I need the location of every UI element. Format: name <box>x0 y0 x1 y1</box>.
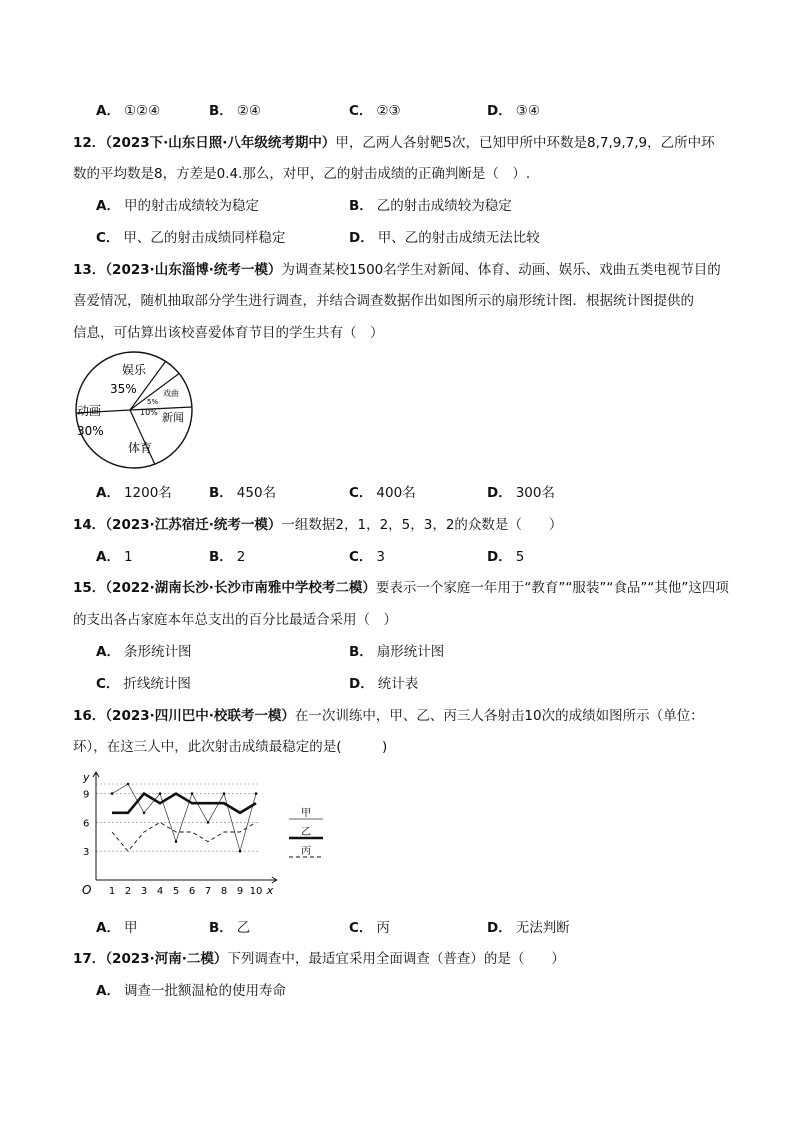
question-source: （2023下·山东日照·八年级统考期中） <box>105 135 336 151</box>
option-label: A． <box>96 920 120 936</box>
chart-legend <box>289 807 323 857</box>
x-tick-label: 7 <box>204 886 212 897</box>
series-jia-point <box>207 821 210 824</box>
option-label: C． <box>96 676 120 692</box>
q17-option-a[interactable] <box>96 982 286 1000</box>
question-number: 16． <box>73 708 106 724</box>
option-label: D． <box>487 485 512 501</box>
option-text: 无法判断 <box>515 920 570 936</box>
pie-label-xiqu: 戏曲 <box>163 389 179 398</box>
pie-pct-xiqu: 5% <box>147 398 159 406</box>
legend-yi-label: 乙 <box>301 827 311 838</box>
q15-option-c[interactable] <box>96 675 191 693</box>
q12-line1 <box>73 134 715 152</box>
x-tick-label: 2 <box>124 886 132 897</box>
option-text: 400名 <box>376 485 416 501</box>
y-tick-label: 3 <box>83 847 90 859</box>
option-text: 甲、乙的射击成绩同样稳定 <box>123 230 286 246</box>
q13-line2: 喜爱情况，随机抽取部分学生进行调查，并结合调查数据作出如图所示的扇形统计图．根据统计图提供的 <box>73 293 694 309</box>
option-label: C． <box>349 549 373 565</box>
question-text: 一组数据2，1，2，5，3，2的众数是（ ） <box>281 517 563 533</box>
q15-option-a[interactable] <box>96 643 191 661</box>
option-label: A． <box>96 644 120 660</box>
option-label: B． <box>349 198 373 214</box>
y-tick-label: 6 <box>83 818 90 830</box>
option-text: ①②④ <box>123 103 161 119</box>
x-tick-label: 1 <box>108 886 116 897</box>
option-text: 300名 <box>515 485 555 501</box>
option-text: 2 <box>236 549 246 565</box>
q12-option-d[interactable] <box>349 229 540 247</box>
pie-label-tiyu: 体育 <box>128 441 153 455</box>
series-yi-line <box>112 794 256 813</box>
q11-option-d[interactable] <box>487 102 540 120</box>
q13-option-a[interactable] <box>96 484 172 502</box>
series-jia-point <box>159 792 162 795</box>
option-text: 统计表 <box>377 676 419 692</box>
option-label: D． <box>349 230 374 246</box>
option-label: C． <box>349 920 373 936</box>
q16-option-a[interactable] <box>96 919 137 937</box>
q15-line1 <box>73 579 729 597</box>
option-label: B． <box>349 644 373 660</box>
legend-bing-label: 丙 <box>301 846 311 857</box>
option-label: C． <box>349 103 373 119</box>
series-jia-point <box>127 783 130 786</box>
question-number: 17． <box>73 951 106 967</box>
q14-line1 <box>73 516 562 534</box>
option-label: B． <box>209 485 233 501</box>
series-bing-line <box>112 822 256 851</box>
option-text: ③④ <box>515 103 540 119</box>
chart-axes <box>82 771 277 897</box>
q12-line2: 数的平均数是8，方差是0.4.那么，对甲，乙的射击成绩的正确判断是（ ）. <box>73 166 531 182</box>
q16-line1 <box>73 707 704 725</box>
pie-label-yule: 娱乐 <box>122 363 147 377</box>
option-label: B． <box>209 103 233 119</box>
option-text: 1 <box>123 549 133 565</box>
option-text: 5 <box>515 549 525 565</box>
q14-option-c[interactable] <box>349 548 385 566</box>
q12-option-c[interactable] <box>96 229 285 247</box>
question-source: （2023·山东淄博·统考一模） <box>105 262 282 278</box>
option-text: ②③ <box>376 103 401 119</box>
q11-option-b[interactable] <box>209 102 261 120</box>
option-text: 调查一批额温枪的使用寿命 <box>123 983 286 999</box>
pie-divider <box>130 410 155 464</box>
option-text: 1200名 <box>123 485 172 501</box>
q16-option-b[interactable] <box>209 919 250 937</box>
option-label: B． <box>209 920 233 936</box>
series-jia-point <box>143 812 146 815</box>
option-label: D． <box>349 676 374 692</box>
q13-line1 <box>73 261 721 279</box>
question-source: （2023·江苏宿迁·统考一模） <box>105 517 282 533</box>
q12-option-b[interactable] <box>349 197 512 215</box>
pie-label-donghua: 动画 <box>77 404 102 418</box>
y-tick-label: 9 <box>83 789 90 801</box>
q13-option-d[interactable] <box>487 484 555 502</box>
q15-option-d[interactable] <box>349 675 418 693</box>
option-text: 乙 <box>236 920 251 936</box>
option-label: D． <box>487 103 512 119</box>
option-text: 丙 <box>376 920 390 936</box>
option-text: 甲 <box>123 920 138 936</box>
question-number: 12． <box>73 135 106 151</box>
question-text: 下列调查中，最适宜采用全面调查（普查）的是（ ） <box>227 951 565 967</box>
x-axis-label: x <box>266 884 274 897</box>
pie-label-xinwen: 新闻 <box>162 411 184 424</box>
series-jia-point <box>239 850 242 853</box>
q17-line1 <box>73 950 565 968</box>
q14-option-a[interactable] <box>96 548 133 566</box>
option-text: 甲、乙的射击成绩无法比较 <box>377 230 540 246</box>
q13-option-c[interactable] <box>349 484 416 502</box>
option-label: A． <box>96 198 120 214</box>
x-tick-label: 6 <box>188 886 196 897</box>
q16-option-c[interactable] <box>349 919 390 937</box>
option-text: 乙的射击成绩较为稳定 <box>376 198 512 214</box>
option-label: D． <box>487 920 512 936</box>
option-text: ②④ <box>236 103 262 119</box>
option-label: A． <box>96 103 120 119</box>
pie-pct-yule: 35% <box>110 382 137 396</box>
q13-line3: 信息，可估算出该校喜爱体育节目的学生共有（ ） <box>73 325 384 341</box>
option-text: 折线统计图 <box>123 676 191 692</box>
question-text: 要表示一个家庭一年用于“教育”“服装”“食品”“其他”这四项 <box>375 580 729 596</box>
q16-line2: 环），在这三人中，此次射击成绩最稳定的是( ) <box>73 739 388 755</box>
q13-option-b[interactable] <box>209 484 276 502</box>
option-text: 3 <box>376 549 386 565</box>
q14-option-d[interactable] <box>487 548 524 566</box>
option-label: C． <box>96 230 120 246</box>
series-jia-point <box>111 792 114 795</box>
q15-line2: 的支出各占家庭本年总支出的百分比最适合采用（ ） <box>73 612 397 628</box>
origin-label: O <box>82 883 92 897</box>
option-text: 甲的射击成绩较为稳定 <box>123 198 259 214</box>
question-text: 为调查某校1500名学生对新闻、体育、动画、娱乐、戏曲五类电视节目的 <box>281 262 721 278</box>
legend-jia-label: 甲 <box>301 808 311 819</box>
x-tick-label: 3 <box>140 886 148 897</box>
option-label: A． <box>96 983 120 999</box>
option-text: 条形统计图 <box>123 644 192 660</box>
question-text: 在一次训练中，甲、乙、丙三人各射击10次的成绩如图所示（单位： <box>294 708 704 724</box>
option-label: A． <box>96 549 120 565</box>
q16-option-d[interactable] <box>487 919 570 937</box>
series-jia-point <box>175 840 178 843</box>
option-label: D． <box>487 549 512 565</box>
x-tick-label: 9 <box>236 886 244 897</box>
series-jia-point <box>255 792 258 795</box>
line-chart <box>74 768 334 898</box>
q15-option-b[interactable] <box>349 643 444 661</box>
option-label: A． <box>96 485 120 501</box>
x-tick-label: 8 <box>220 886 228 897</box>
q11-option-c[interactable] <box>349 102 401 120</box>
chart-series <box>111 783 258 853</box>
y-axis-label: y <box>83 771 90 784</box>
q12-option-a[interactable] <box>96 197 259 215</box>
question-number: 15． <box>73 580 106 596</box>
question-source: （2023·四川巴中·校联考一模） <box>105 708 295 724</box>
question-number: 14． <box>73 517 106 533</box>
pie-chart <box>72 348 196 472</box>
question-source: （2023·河南·二模） <box>105 951 228 967</box>
x-tick-label: 5 <box>172 886 180 897</box>
question-source: （2022·湖南长沙·长沙市南雅中学校考二模） <box>105 580 376 596</box>
question-text: 甲，乙两人各射靶5次，已知甲所中环数是8,7,9,7,9，乙所中环 <box>335 135 715 151</box>
q14-option-b[interactable] <box>209 548 245 566</box>
pie-pct-donghua: 30% <box>77 424 104 438</box>
option-label: C． <box>349 485 373 501</box>
option-text: 扇形统计图 <box>376 644 445 660</box>
q11-option-a[interactable] <box>96 102 160 120</box>
option-label: B． <box>209 549 233 565</box>
option-text: 450名 <box>236 485 277 501</box>
question-number: 13． <box>73 262 106 278</box>
x-tick-label: 10 <box>249 886 263 897</box>
series-jia-point <box>191 792 194 795</box>
series-jia-line <box>112 784 256 851</box>
series-jia-point <box>223 792 226 795</box>
pie-pct-xinwen: 10% <box>140 408 158 417</box>
x-tick-label: 4 <box>156 886 164 897</box>
